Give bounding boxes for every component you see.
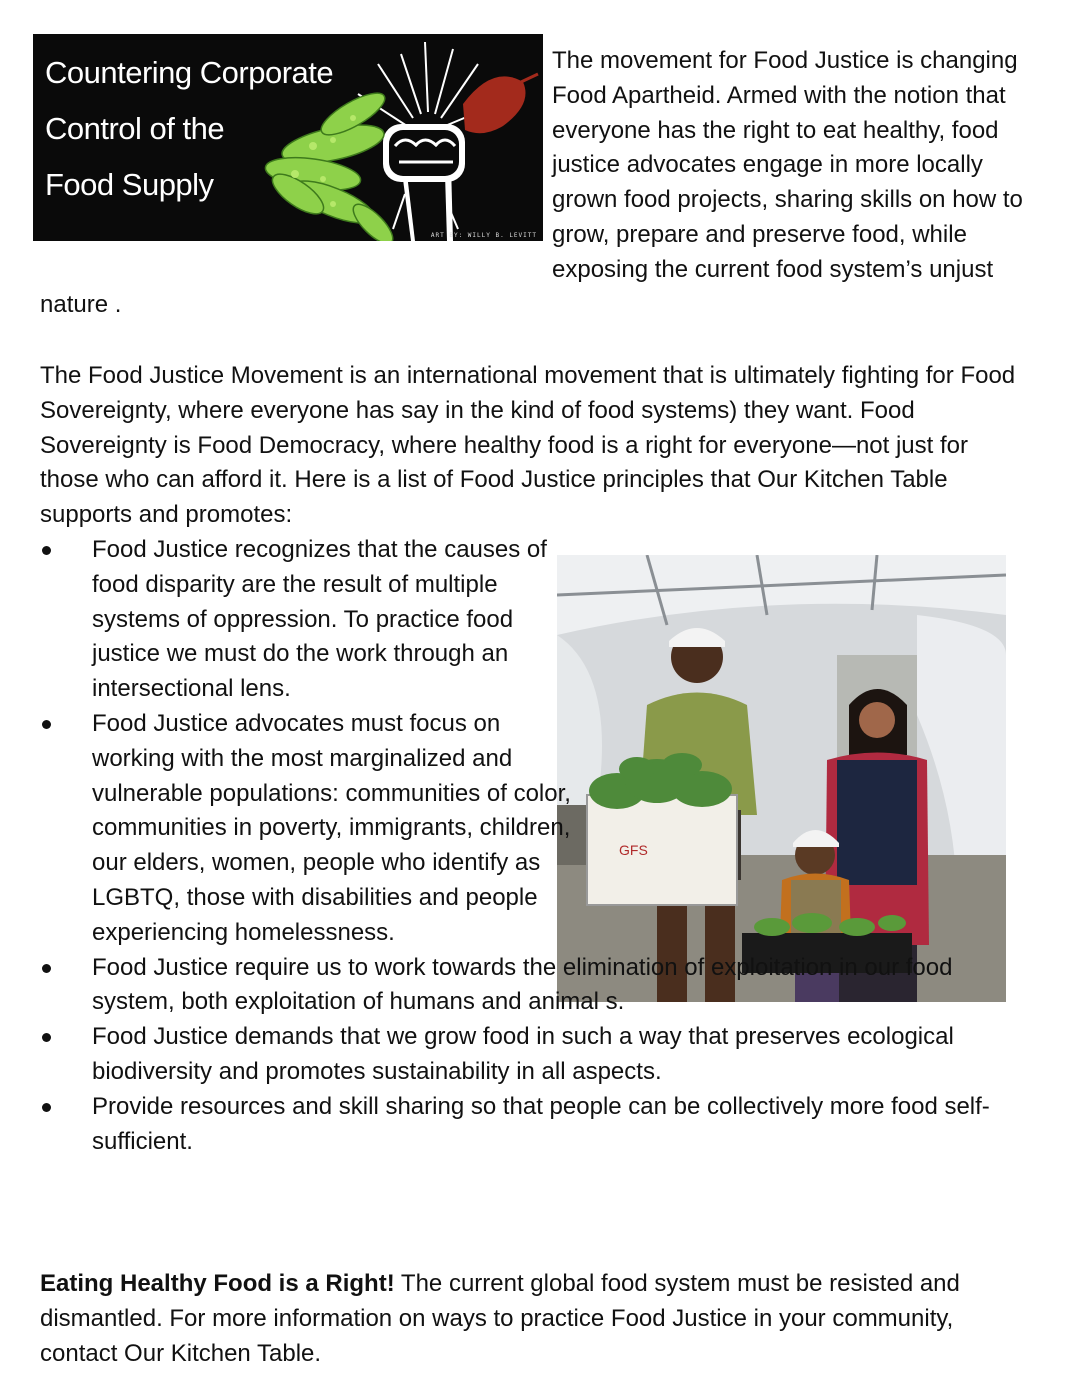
bullet-icon xyxy=(42,1103,51,1112)
banner-line-1: Countering Corporate xyxy=(45,55,334,90)
closing-headline: Eating Healthy Food is a Right! xyxy=(40,1270,395,1297)
banner-line-2: Control of the xyxy=(45,111,225,146)
list-item xyxy=(40,707,1030,951)
closing-paragraph xyxy=(40,1267,1030,1371)
bullet-icon xyxy=(42,720,51,729)
principles-list xyxy=(40,533,1030,1159)
banner-line-3: Food Supply xyxy=(45,167,214,202)
closing-text: The current global food system must be resisted and dismantled. For more information on ways to practice Food Justice in your community, contact Our Kitchen Table. xyxy=(40,1270,960,1367)
bullet-icon xyxy=(42,546,51,555)
list-item-text: Food Justice recognizes that the causes of food disparity are the result of multiple systems of oppression. To practice food justice we must do the work through an intersectional lens. xyxy=(92,536,547,703)
box-label: GFS xyxy=(619,842,648,858)
list-item xyxy=(40,951,1030,1021)
list-item xyxy=(40,533,1030,707)
list-item-text: Food Justice demands that we grow food in such a way that preserves ecological biodiversity and promotes sustainability in all aspects. xyxy=(92,1023,954,1085)
list-item xyxy=(40,1020,1030,1090)
list-item-text: Food Justice advocates must focus on working with the most marginalized and vulnerable populations: communities of color, communities in poverty, immigrants, children, our elders, women, people who identify as LGBTQ, those with disabilities and people experiencing homelessness. xyxy=(92,709,571,946)
list-item-text: Provide resources and skill sharing so that people can be collectively more food self-sufficient. xyxy=(92,1092,990,1155)
intro-text: The movement for Food Justice is changing Food Apartheid. Armed with the notion that everyone has the right to eat healthy, food justice advocates engage in more locally grown food projects, sharing skills on how to grow, prepare and preserve food, while exposing the current food system’s unjust nature . xyxy=(40,47,1023,318)
list-item-text: Food Justice require us to work towards the elimination of exploitation in our food system, both exploitation of humans and animal s. xyxy=(92,953,953,1016)
bullet-icon xyxy=(42,964,51,973)
bullet-icon xyxy=(42,1033,51,1042)
movement-paragraph: The Food Justice Movement is an international movement that is ultimately fighting for Food Sovereignty, where everyone has say in the kind of food systems) they want. Food Sovereignty is Food Democracy, where healthy food is a right for everyone—not just for those who can afford it. Here is a list of Food Justice principles that Our Kitchen Table supports and promotes: xyxy=(40,362,1016,529)
list-item xyxy=(40,1090,1030,1160)
banner-graphic xyxy=(33,34,543,241)
art-credit: ART BY: WILLY B. LEVITT xyxy=(430,232,537,239)
